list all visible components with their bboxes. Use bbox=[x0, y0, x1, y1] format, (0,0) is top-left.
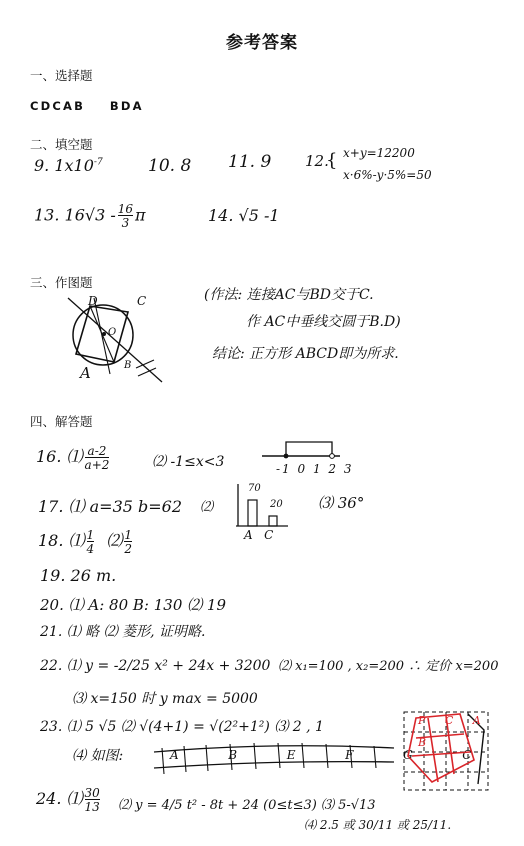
answer-16-1 bbox=[36, 444, 111, 471]
fraction-numerator: a-2 bbox=[87, 443, 107, 458]
fraction-numerator: 1 bbox=[86, 527, 95, 542]
answer-24-4: ⑷ 2.5 或 30/11 或 25/11. bbox=[304, 818, 452, 832]
label-a: A bbox=[80, 364, 91, 382]
answer-18-fraction-1 bbox=[87, 529, 95, 555]
answer-19: 19. 26 m. bbox=[40, 566, 117, 585]
solution-interval bbox=[286, 442, 332, 456]
brace-icon: { bbox=[326, 150, 338, 171]
answer-16-label: 16. ⑴ bbox=[36, 447, 83, 466]
answer-12-line1: x+y=12200 bbox=[343, 146, 415, 160]
answer-20: 20. ⑴ A: 80 B: 130 ⑵ 19 bbox=[40, 596, 226, 614]
bar-label-20: 20 bbox=[270, 499, 283, 510]
center-point bbox=[102, 332, 106, 336]
answer-16-2: ⑵ -1≤x<3 bbox=[152, 454, 225, 470]
label-c: C bbox=[137, 294, 147, 308]
construction-figure bbox=[58, 290, 168, 390]
answer-24-label: 24. ⑴ bbox=[36, 789, 83, 808]
answer-17-3: ⑶ 36° bbox=[318, 494, 365, 512]
closed-endpoint bbox=[284, 454, 289, 459]
answer-9-text: 9. 1x10 bbox=[34, 156, 94, 175]
fence-bottom-line bbox=[154, 762, 394, 768]
answer-18-part2: ⑵ bbox=[106, 531, 123, 550]
answer-17-1: 17. ⑴ a=35 b=62 bbox=[38, 497, 183, 516]
fraction-numerator: 16 bbox=[117, 202, 134, 216]
answer-13-fraction bbox=[118, 203, 133, 229]
fraction-denominator: 4 bbox=[86, 541, 95, 556]
answer-12-number: 12. bbox=[305, 152, 329, 170]
answer-9 bbox=[34, 156, 103, 175]
answer-24-fraction bbox=[85, 787, 100, 813]
bar-axis-labels: A C bbox=[244, 528, 274, 542]
answer-22-2: ⑵ x₁=100 , x₂=200 ∴ 定价 x=200 bbox=[278, 659, 499, 674]
section-heading-construction: 三、作图题 bbox=[30, 275, 93, 290]
number-line-figure bbox=[262, 436, 342, 462]
answer-12-line2: x·6%-y·5%=50 bbox=[343, 168, 432, 182]
page-title: 参考答案 bbox=[226, 33, 298, 53]
fraction-denominator: 13 bbox=[84, 799, 100, 814]
answer-16-fraction bbox=[85, 445, 110, 471]
label-o: O bbox=[108, 327, 117, 338]
bar-label-70: 70 bbox=[248, 483, 261, 494]
construction-note-1: (作法: 连接AC与BD交于C. bbox=[204, 287, 374, 303]
answer-14: 14. √5 -1 bbox=[208, 206, 280, 225]
answer-11: 11. 9 bbox=[228, 152, 272, 172]
number-line-ticks: -1 0 1 2 3 bbox=[276, 462, 354, 476]
answer-23-4: ⑷ 如图: bbox=[72, 748, 124, 764]
fraction-numerator: 30 bbox=[84, 785, 100, 800]
open-endpoint bbox=[330, 454, 335, 459]
answer-18-fraction-2 bbox=[124, 529, 132, 555]
answer-13-text: 13. 16√3 - bbox=[34, 205, 116, 225]
answer-21: 21. ⑴ 略 ⑵ 菱形, 证明略. bbox=[40, 624, 206, 640]
answer-18 bbox=[38, 528, 134, 555]
fraction-denominator: a+2 bbox=[84, 457, 110, 472]
choice-answers: CDCAB BDA bbox=[30, 99, 144, 113]
fraction-numerator: 1 bbox=[124, 527, 133, 542]
bar-c bbox=[269, 516, 277, 526]
answer-10: 10. 8 bbox=[148, 156, 192, 176]
fraction-denominator: 2 bbox=[124, 541, 133, 556]
label-b: B bbox=[124, 360, 132, 371]
answer-23-1: 23. ⑴ 5 √5 ⑵ √(4+1) = √(2²+1²) ⑶ 2 , 1 bbox=[40, 719, 324, 735]
section-heading-choice: 一、选择题 bbox=[30, 68, 93, 83]
fence-letters: A B E F G C bbox=[170, 748, 486, 762]
section-heading-fill: 二、填空题 bbox=[30, 137, 93, 152]
answer-24-1 bbox=[36, 786, 102, 813]
label-d: D bbox=[88, 294, 98, 308]
construction-conclusion: 结论: 正方形 ABCD即为所求. bbox=[212, 346, 399, 362]
answer-22-3: ⑶ x=150 时 y max = 5000 bbox=[72, 691, 258, 707]
bar-a bbox=[248, 500, 257, 526]
fraction-denominator: 3 bbox=[118, 215, 133, 229]
grid-letters: P C A B bbox=[418, 714, 489, 749]
construction-note-2: 作 AC中垂线交圆于B.D) bbox=[246, 314, 401, 330]
answer-9-exponent: -7 bbox=[93, 157, 103, 168]
answer-17-2-label: ⑵ bbox=[200, 500, 214, 515]
answer-22-1: 22. ⑴ y = -2/25 x² + 24x + 3200 bbox=[40, 658, 271, 674]
answer-18-label: 18. ⑴ bbox=[38, 531, 85, 550]
answer-13-pi: π bbox=[135, 205, 146, 225]
answer-24-2: ⑵ y = 4/5 t² - 8t + 24 (0≤t≤3) ⑶ 5-√13 bbox=[118, 798, 376, 813]
answer-13 bbox=[34, 203, 146, 229]
bar-sketch bbox=[232, 484, 292, 528]
section-heading-solutions: 四、解答题 bbox=[30, 414, 93, 429]
